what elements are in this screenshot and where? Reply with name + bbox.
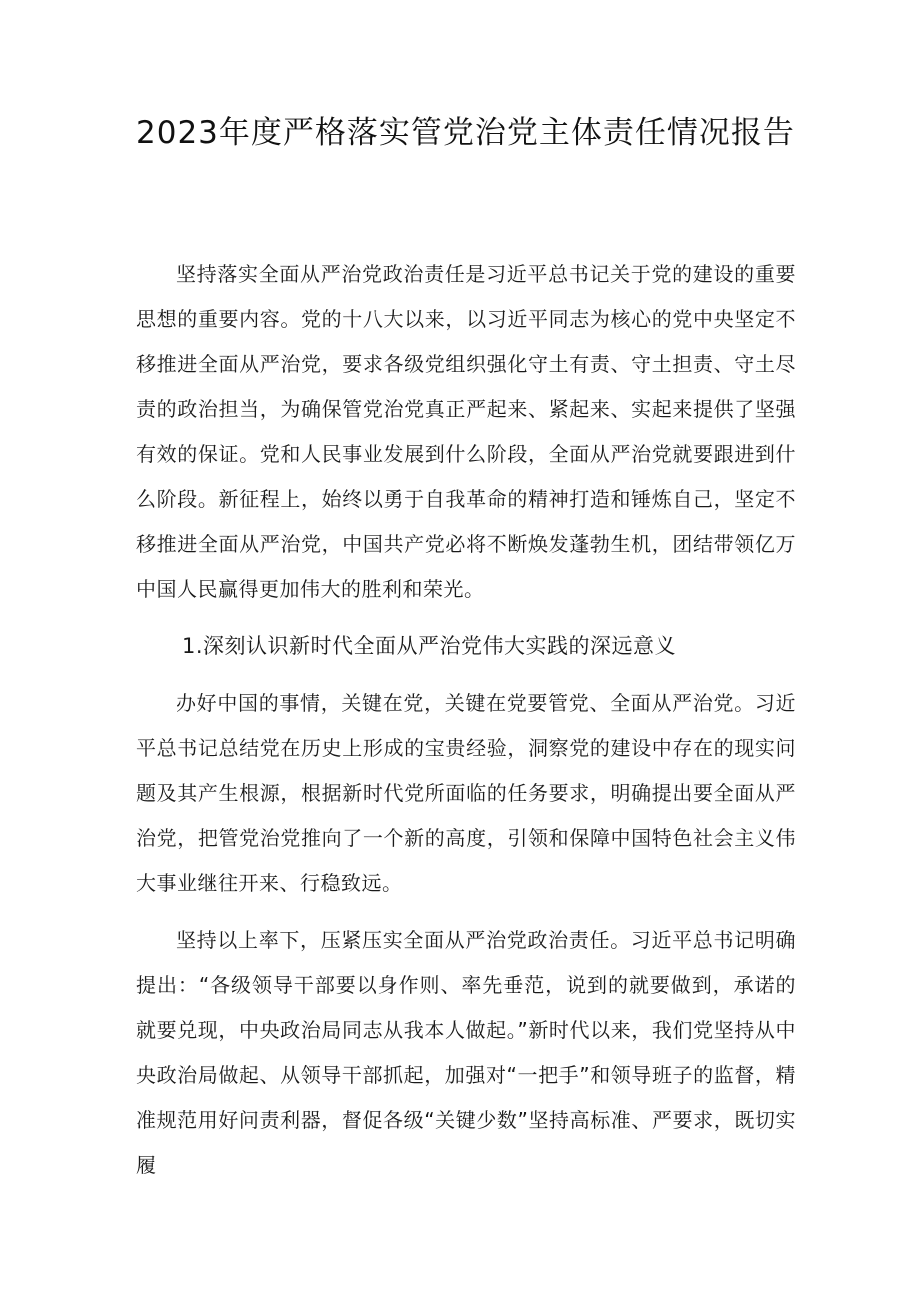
paragraph-section-1-continued: 坚持以上率下，压紧压实全面从严治党政治责任。习近平总书记明确提出：“各级领导干部要以身作则、率先垂范，说到的就要做到，承诺的就要兑现，中央政治局同志从我本人做起。”新时代以来，我们党坚持从中央政治局做起、从领导干部抓起，加强对“一把手”和领导班子的监督，精准规范用好问责利器，督促各级“关键少数”坚持高标准、严要求，既切实履	[136, 928, 796, 1177]
document-title: 2023年度严格落实管党治党主体责任情况报告	[136, 115, 795, 151]
document-body	[136, 252, 796, 1188]
paragraph-intro: 坚持落实全面从严治党政治责任是习近平总书记关于党的建设的重要思想的重要内容。党的十八大以来，以习近平同志为核心的党中央坚定不移推进全面从严治党，要求各级党组织强化守土有责、守土担责、守土尽责的政治担当，为确保管党治党真正严起来、紧起来、实起来提供了坚强有效的保证。党和人民事业发展到什么阶段，全面从严治党就要跟进到什么阶段。新征程上，始终以勇于自我革命的精神打造和锤炼自己，坚定不移推进全面从严治党，中国共产党必将不断焕发蓬勃生机，团结带领亿万中国人民赢得更加伟大的胜利和荣光。	[136, 262, 796, 601]
section-heading-1: 1.深刻认识新时代全面从严治党伟大实践的深远意义	[182, 634, 677, 658]
paragraph-section-1: 办好中国的事情，关键在党，关键在党要管党、全面从严治党。习近平总书记总结党在历史上形成的宝贵经验，洞察党的建设中存在的现实问题及其产生根源，根据新时代党所面临的任务要求，明确提出要全面从严治党，把管党治党推向了一个新的高度，引领和保障中国特色社会主义伟大事业继往开来、行稳致远。	[136, 691, 796, 895]
